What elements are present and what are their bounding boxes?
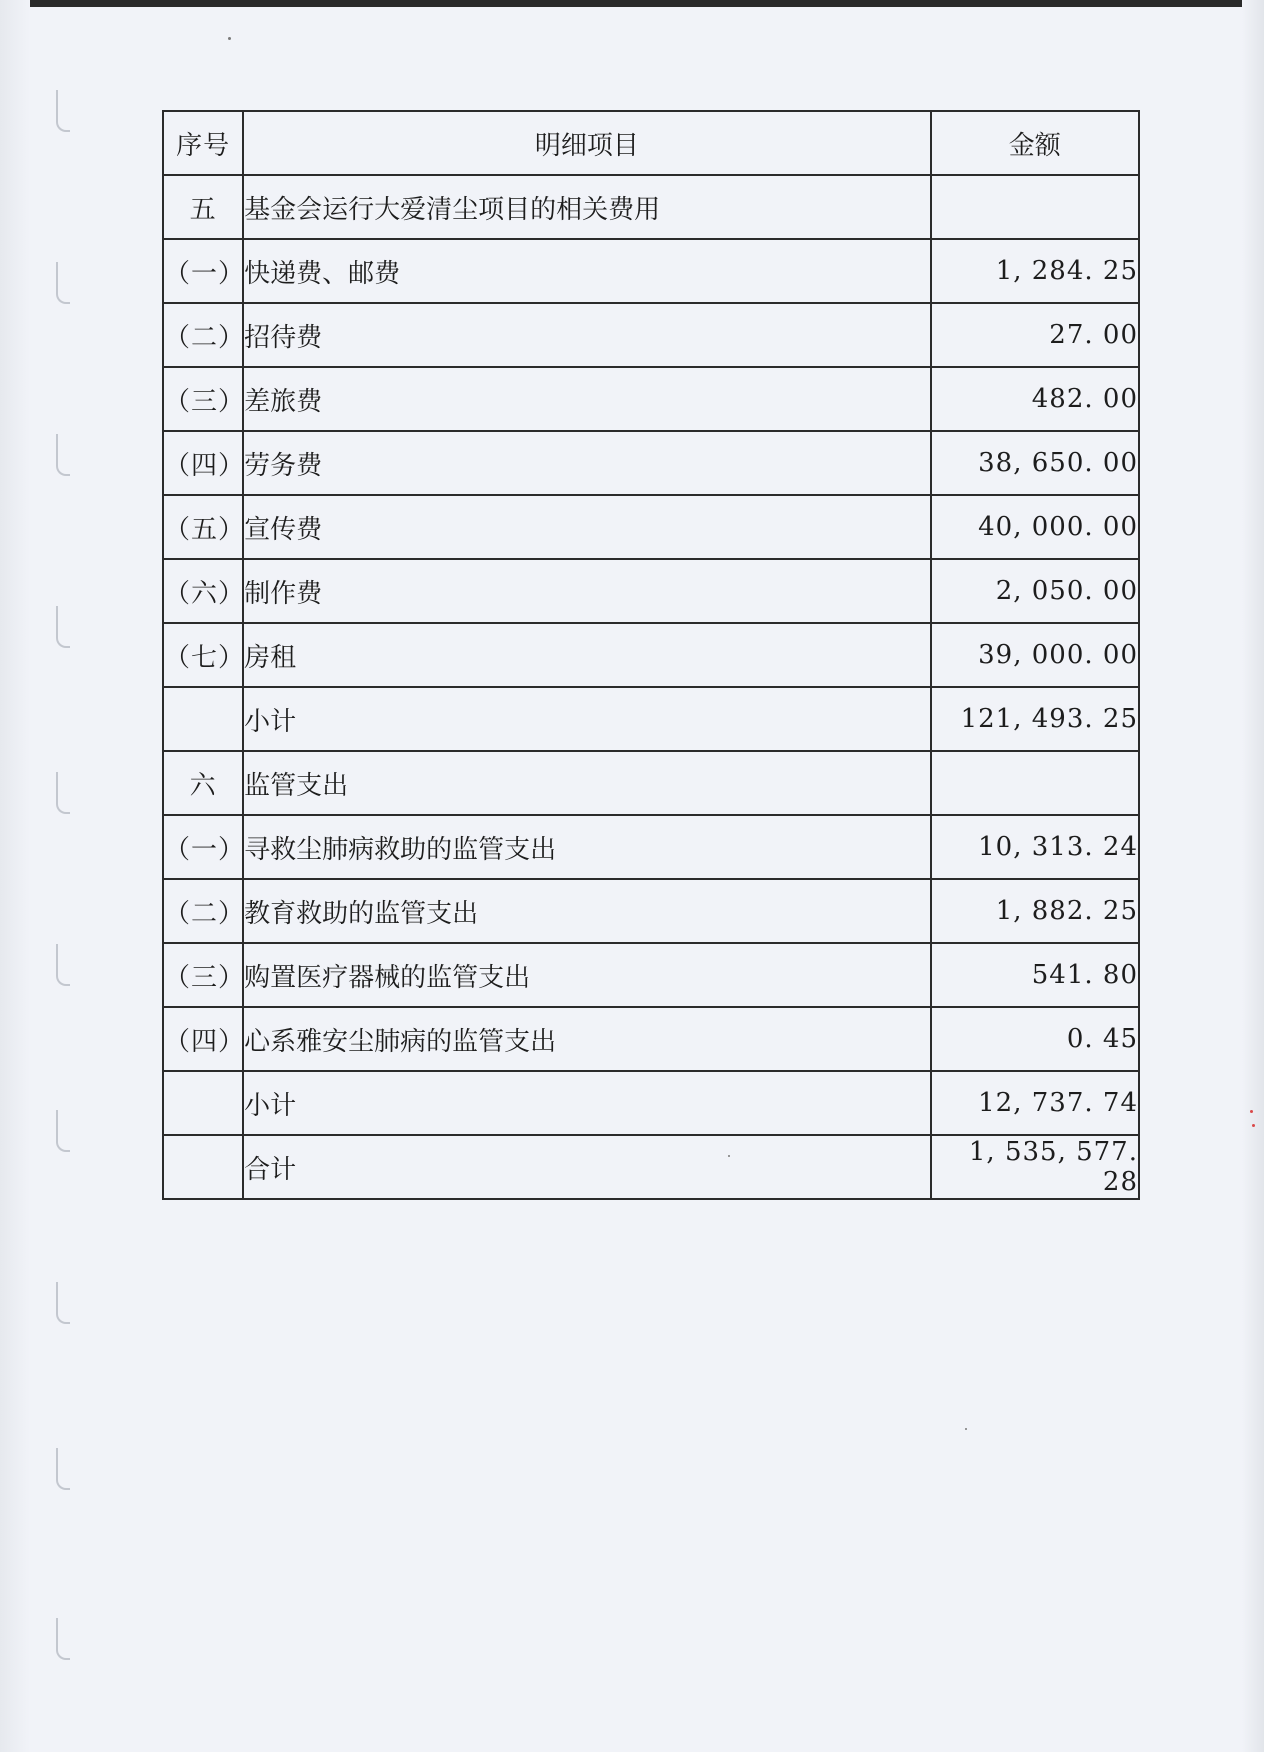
row-seq: （七） [163,623,243,687]
row-item: 小计 [243,1071,930,1135]
row-seq: （三） [163,367,243,431]
row-amount [931,175,1139,239]
table-row [163,175,1139,239]
row-seq: （二） [163,879,243,943]
binding-hole-mark [56,1448,70,1490]
row-seq: （二） [163,303,243,367]
row-item: 劳务费 [243,431,930,495]
row-item: 宣传费 [243,495,930,559]
table-row [163,623,1139,687]
table-row-subtotal [163,687,1139,751]
row-item: 寻救尘肺病救助的监管支出 [243,815,930,879]
table-row [163,879,1139,943]
header-seq: 序号 [163,111,243,175]
binding-hole-mark [56,90,70,132]
table-row [163,367,1139,431]
table-row [163,303,1139,367]
table-row-subtotal [163,1071,1139,1135]
row-amount: 121, 493. 25 [931,687,1139,751]
binding-hole-mark [56,1110,70,1152]
binding-hole-mark [56,434,70,476]
binding-hole-mark [56,772,70,814]
row-item: 小计 [243,687,930,751]
row-seq [163,687,243,751]
header-amount: 金额 [931,111,1139,175]
row-amount: 0. 45 [931,1007,1139,1071]
table-row [163,239,1139,303]
binding-hole-mark [56,262,70,304]
row-seq: （一） [163,815,243,879]
row-amount: 39, 000. 00 [931,623,1139,687]
table-row [163,751,1139,815]
table-row [163,943,1139,1007]
row-amount: 40, 000. 00 [931,495,1139,559]
row-item: 招待费 [243,303,930,367]
row-seq [163,1135,243,1199]
row-seq [163,1071,243,1135]
table-row [163,1007,1139,1071]
row-item: 购置医疗器械的监管支出 [243,943,930,1007]
row-amount: 1, 535, 577. 28 [931,1135,1139,1199]
red-ink-mark [1252,1124,1255,1127]
binding-hole-mark [56,1618,70,1660]
scan-speck [965,1428,967,1430]
row-amount: 38, 650. 00 [931,431,1139,495]
table-header-row [163,111,1139,175]
table-row [163,495,1139,559]
row-amount: 2, 050. 00 [931,559,1139,623]
row-item: 制作费 [243,559,930,623]
row-amount: 482. 00 [931,367,1139,431]
row-item: 差旅费 [243,367,930,431]
row-seq: （一） [163,239,243,303]
row-seq: （四） [163,431,243,495]
scan-top-edge [0,0,1264,7]
row-item: 心系雅安尘肺病的监管支出 [243,1007,930,1071]
header-item: 明细项目 [243,111,930,175]
table-row [163,815,1139,879]
row-seq: （三） [163,943,243,1007]
row-item: 监管支出 [243,751,930,815]
scan-speck [228,37,231,40]
table-row [163,431,1139,495]
table-row [163,559,1139,623]
row-item: 房租 [243,623,930,687]
row-seq: 六 [163,751,243,815]
expense-detail-table [162,110,1140,1200]
row-amount: 1, 284. 25 [931,239,1139,303]
row-amount [931,751,1139,815]
red-ink-mark [1250,1110,1253,1113]
binding-hole-mark [56,606,70,648]
row-seq: （六） [163,559,243,623]
row-item: 快递费、邮费 [243,239,930,303]
row-seq: 五 [163,175,243,239]
row-amount: 10, 313. 24 [931,815,1139,879]
scan-right-shadow [1242,0,1264,1752]
row-amount: 27. 00 [931,303,1139,367]
table-row-total [163,1135,1139,1199]
binding-hole-mark [56,944,70,986]
row-item: 教育救助的监管支出 [243,879,930,943]
row-amount: 541. 80 [931,943,1139,1007]
row-seq: （四） [163,1007,243,1071]
binding-hole-mark [56,1282,70,1324]
row-item: 合计 [243,1135,930,1199]
row-amount: 1, 882. 25 [931,879,1139,943]
row-item: 基金会运行大爱清尘项目的相关费用 [243,175,930,239]
scan-left-shadow [0,0,30,1752]
row-amount: 12, 737. 74 [931,1071,1139,1135]
row-seq: （五） [163,495,243,559]
